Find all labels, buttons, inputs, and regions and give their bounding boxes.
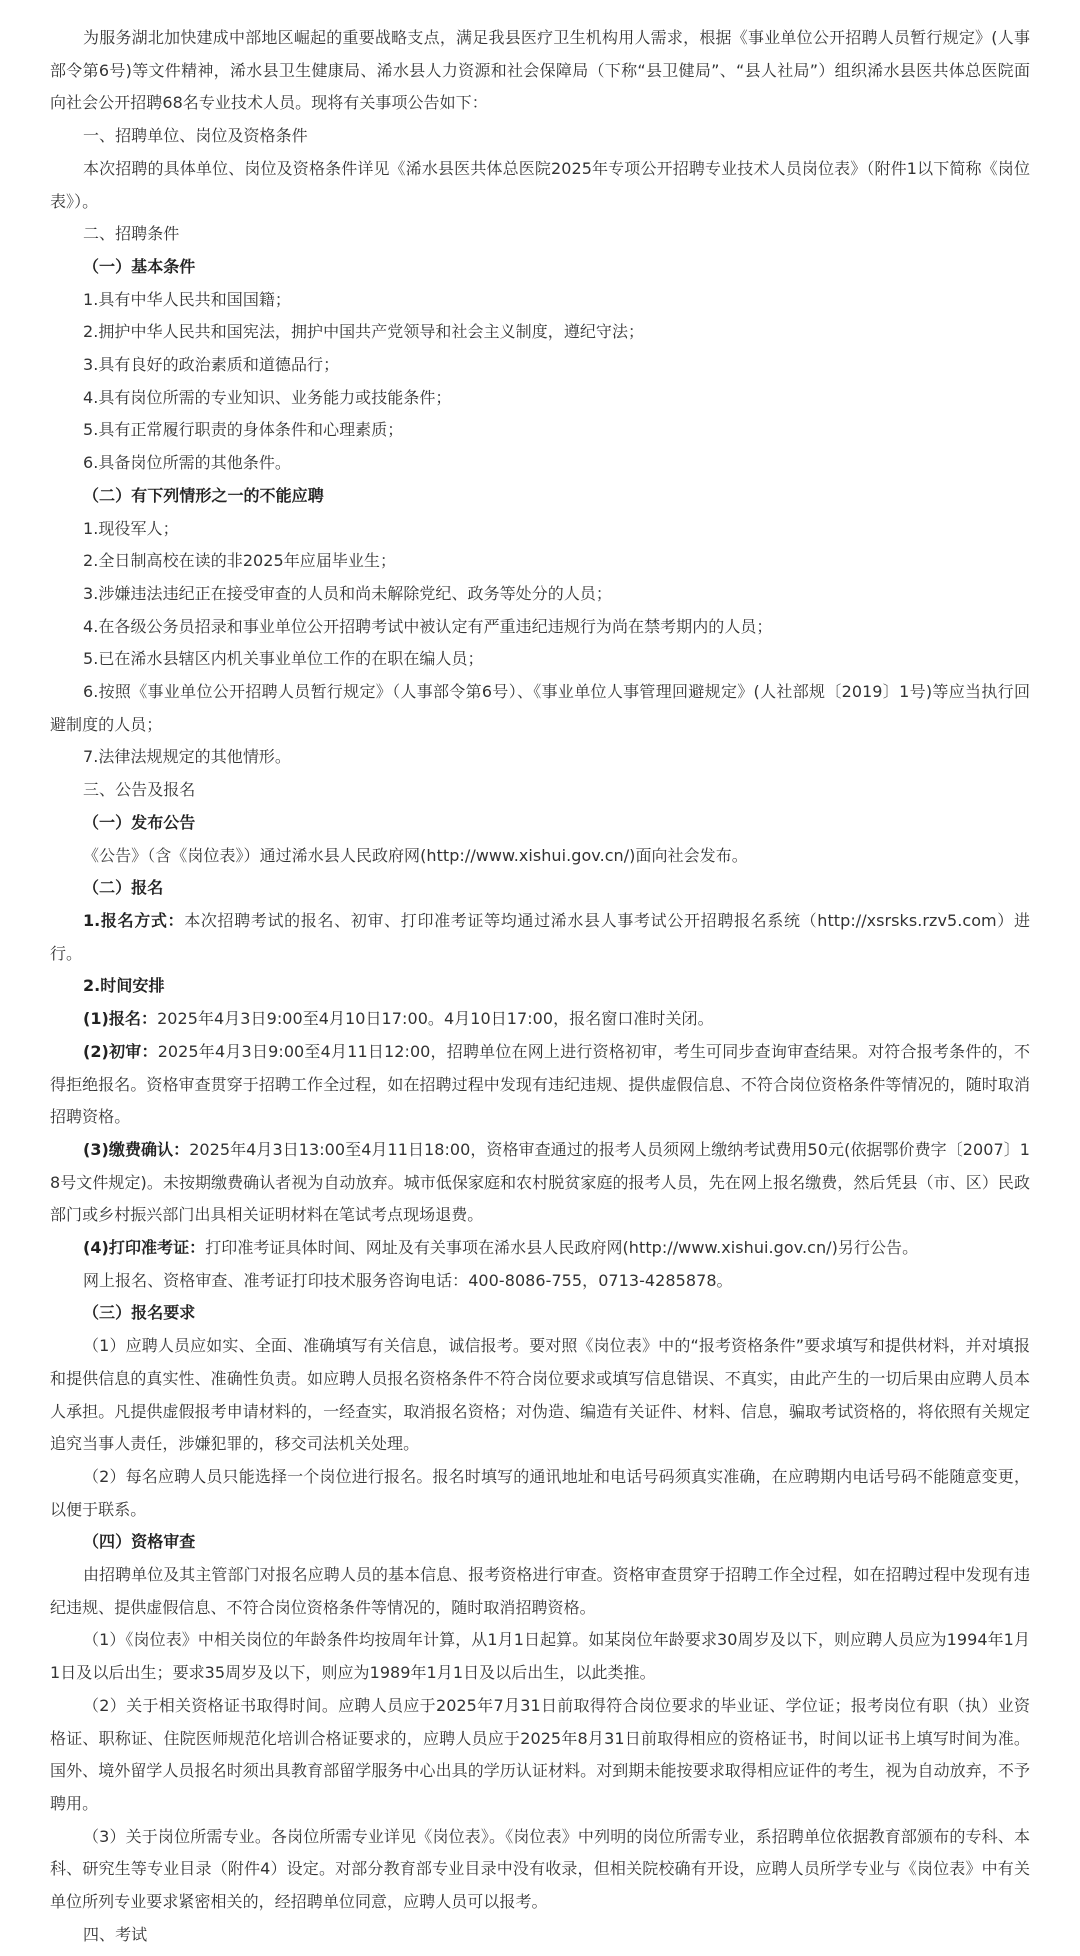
- exclusion-item: 2.全日制高校在读的非2025年应届毕业生；: [83, 551, 397, 571]
- registration-method-text: 本次招聘考试的报名、初审、打印准考证等均通过浠水县人事考试公开招聘报名系统（http://xsrsks.rzv5.com）进行。: [50, 910, 1030, 963]
- subheading-registration: （二）报名: [83, 878, 164, 898]
- section-heading-2: 二、招聘条件: [83, 224, 180, 244]
- exclusion-item: 6.按照《事业单位公开招聘人员暂行规定》（人事部令第6号）、《事业单位人事管理回避规定》(人社部规〔2019〕1号)等应当执行回避制度的人员；: [50, 682, 1030, 734]
- subheading-publish: （一）发布公告: [83, 812, 196, 832]
- review-intro: 由招聘单位及其主管部门对报名应聘人员的基本信息、报考资格进行审查。资格审查贯穿于招聘工作全过程，如在招聘过程中发现有违纪违规、提供虚假信息、不符合岗位资格条件等情况的，随时取消招聘资格。: [50, 1565, 1030, 1617]
- condition-item: 3.具有良好的政治素质和道德品行；: [83, 355, 340, 375]
- condition-item: 5.具有正常履行职责的身体条件和心理素质；: [83, 420, 404, 440]
- requirement-item: （1）应聘人员应如实、全面、准确填写有关信息，诚信报考。要对照《岗位表》中的“报考资格条件”要求填写和提供材料，并对填报和提供信息的真实性、准确性负责。如应聘人员报名资格条件不符合岗位要求或填写信息错误、不真实，由此产生的一切后果由应聘人员本人承担。凡提供虚假报考申请材料的，一经查实，取消报名资格；对伪造、编造有关证件、材料、信息，骗取考试资格的，将依照有关规定追究当事人责任，涉嫌犯罪的，移交司法机关处理。: [50, 1336, 1030, 1454]
- review-item: （2）关于相关资格证书取得时间。应聘人员应于2025年7月31日前取得符合岗位要求的毕业证、学位证；报考岗位有职（执）业资格证、职称证、住院医师规范化培训合格证要求的，应聘人员应于2025年8月31日前取得相应的资格证书，时间以证书上填写时间为准。国外、境外留学人员报名时须出具教育部留学服务中心出具的学历认证材料。对到期未能按要求取得相应证件的考生，视为自动放弃，不予聘用。: [50, 1695, 1030, 1813]
- schedule-item-review: [50, 1036, 1030, 1134]
- subheading-registration-requirements: （三）报名要求: [83, 1303, 196, 1323]
- condition-item: 1.具有中华人民共和国国籍；: [83, 289, 291, 309]
- section-heading-4: 四、考试: [83, 1924, 148, 1944]
- schedule-label: (2)初审：: [83, 1041, 158, 1061]
- schedule-label: (4)打印准考证：: [83, 1238, 206, 1258]
- subheading-exclusions: （二）有下列情形之一的不能应聘: [83, 485, 324, 505]
- schedule-label: (3)缴费确认：: [83, 1139, 190, 1159]
- schedule-label: (1)报名：: [83, 1009, 158, 1029]
- subheading-basic-conditions: （一）基本条件: [83, 256, 196, 276]
- exclusion-item: 4.在各级公务员招录和事业单位公开招聘考试中被认定有严重违纪违规行为尚在禁考期内的人员；: [83, 616, 773, 636]
- schedule-text: 2025年4月3日9:00至4月11日12:00，招聘单位在网上进行资格初审，考生可同步查询审查结果。对符合报考条件的，不得拒绝报名。资格审查贯穿于招聘工作全过程，如在招聘过程中发现有违纪违规、提供虚假信息、不符合岗位资格条件等情况的，随时取消招聘资格。: [50, 1041, 1030, 1127]
- exclusion-item: 5.已在浠水县辖区内机关事业单位工作的在职在编人员；: [83, 649, 484, 669]
- condition-item: 4.具有岗位所需的专业知识、业务能力或技能条件；: [83, 387, 452, 407]
- requirement-item: （2）每名应聘人员只能选择一个岗位进行报名。报名时填写的通讯地址和电话号码须真实准确，在应聘期内电话号码不能随意变更，以便于联系。: [50, 1466, 1030, 1519]
- condition-item: 2.拥护中华人民共和国宪法，拥护中国共产党领导和社会主义制度，遵纪守法；: [83, 322, 645, 342]
- section-heading-1: 一、招聘单位、岗位及资格条件: [83, 126, 308, 146]
- section-heading-3: 三、公告及报名: [83, 780, 196, 800]
- schedule-item-admission-ticket: [50, 1232, 1030, 1265]
- condition-item: 6.具备岗位所需的其他条件。: [83, 453, 291, 473]
- schedule-item-registration: [50, 1003, 1030, 1036]
- registration-method-label: 1.报名方式：: [83, 910, 185, 930]
- registration-method: [50, 905, 1030, 970]
- support-hotline: 网上报名、资格审查、准考证打印技术服务咨询电话：400-8086-755，0713-4285878。: [83, 1270, 733, 1290]
- schedule-item-payment: [50, 1134, 1030, 1232]
- schedule-text: 2025年4月3日9:00至4月10日17:00。4月10日17:00，报名窗口准时关闭。: [157, 1009, 714, 1029]
- schedule-text: 2025年4月3日13:00至4月11日18:00，资格审查通过的报考人员须网上缴纳考试费用50元(依据鄂价费字〔2007〕18号文件规定)。未按期缴费确认者视为自动放弃。城市低保家庭和农村脱贫家庭的报考人员，先在网上报名缴费，然后凭县（市、区）民政部门或乡村振兴部门出具相关证明材料在笔试考点现场退费。: [50, 1139, 1030, 1225]
- subheading-qualification-review: （四）资格审查: [83, 1532, 196, 1552]
- intro-paragraph: 为服务湖北加快建成中部地区崛起的重要战略支点，满足我县医疗卫生机构用人需求，根据《事业单位公开招聘人员暂行规定》(人事部令第6号)等文件精神，浠水县卫生健康局、浠水县人力资源和社会保障局（下称“县卫健局”、“县人社局”）组织浠水县医共体总医院面向社会公开招聘68名专业技术人员。现将有关事项公告如下：: [50, 28, 1030, 113]
- exclusion-item: 7.法律法规规定的其他情形。: [83, 747, 291, 767]
- review-item: （3）关于岗位所需专业。各岗位所需专业详见《岗位表》。《岗位表》中列明的岗位所需专业，系招聘单位依据教育部颁布的专科、本科、研究生等专业目录（附件4）设定。对部分教育部专业目录中没有收录，但相关院校确有开设，应聘人员所学专业与《岗位表》中有关单位所列专业要求紧密相关的，经招聘单位同意，应聘人员可以报考。: [50, 1826, 1030, 1912]
- schedule-text: 打印准考证具体时间、网址及有关事项在浠水县人民政府网(http://www.xishui.gov.cn/)另行公告。: [205, 1238, 919, 1258]
- section-1-body: 本次招聘的具体单位、岗位及资格条件详见《浠水县医共体总医院2025年专项公开招聘专业技术人员岗位表》（附件1以下简称《岗位表》）。: [50, 158, 1030, 211]
- exclusion-item: 3.涉嫌违法违纪正在接受审查的人员和尚未解除党纪、政务等处分的人员；: [83, 583, 612, 603]
- time-schedule-title: 2.时间安排: [83, 976, 165, 996]
- exclusion-item: 1.现役军人；: [83, 518, 179, 538]
- review-item: （1）《岗位表》中相关岗位的年龄条件均按周年计算，从1月1日起算。如某岗位年龄要求30周岁及以下，则应聘人员应为1994年1月1日及以后出生；要求35周岁及以下，则应为1989年1月1日及以后出生，以此类推。: [50, 1630, 1030, 1683]
- publish-body: 《公告》（含《岗位表》）通过浠水县人民政府网(http://www.xishui.gov.cn/)面向社会发布。: [83, 845, 748, 865]
